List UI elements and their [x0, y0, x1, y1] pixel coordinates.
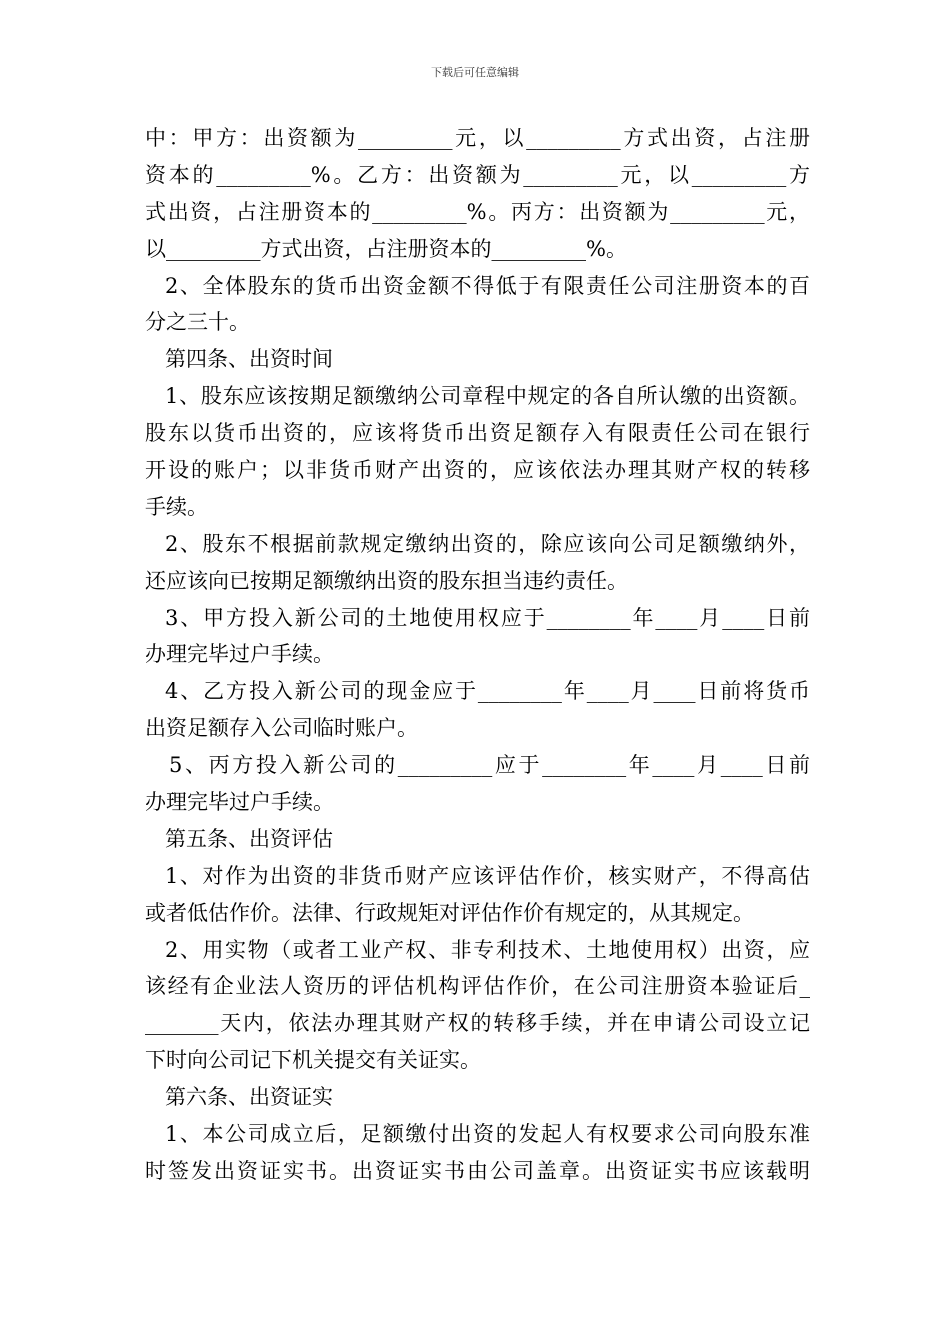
text-line: 第五条、出资评估 — [165, 826, 333, 851]
text-line: 中：甲方：出资额为_________元，以_________方式出资，占注册 — [145, 126, 810, 150]
text-line: 开设的账户；以非货币财产出资的，应该依法办理其财产权的转移 — [145, 458, 810, 483]
text-line: 2、股东不根据前款规定缴纳出资的，除应该向公司足额缴纳外， — [165, 531, 810, 556]
text-line: 该经有企业法人资历的评估机构评估作价，在公司注册资本验证后_ — [145, 974, 810, 999]
text-line: 1、对作为出资的非货币财产应该评估作价，核实财产，不得高估 — [165, 863, 810, 888]
text-line: 资本的_________%。乙方：出资额为_________元，以_________方 — [145, 162, 810, 187]
text-line: 股东以货币出资的，应该将货币出资足额存入有限责任公司在银行 — [145, 421, 810, 446]
text-line: _______天内，依法办理其财产权的转移手续，并在申请公司设立记 — [145, 1011, 810, 1036]
text-line: 第六条、出资证实 — [165, 1085, 333, 1110]
text-line: 1、本公司成立后，足额缴付出资的发起人有权要求公司向股东准 — [165, 1122, 810, 1147]
document-body — [145, 120, 810, 1190]
text-line: 办理完毕过户手续。 — [145, 790, 334, 815]
text-line: 2、全体股东的货币出资金额不得低于有限责任公司注册资本的百 — [165, 273, 810, 298]
text-line: 时签发出资证实书。出资证实书由公司盖章。出资证实书应该载明 — [145, 1158, 810, 1183]
text-line: 还应该向已按期足额缴纳出资的股东担当违约责任。 — [145, 568, 628, 593]
text-line: 3、甲方投入新公司的土地使用权应于________年____月____日前 — [165, 605, 810, 630]
text-line: 分之三十。 — [145, 310, 250, 335]
text-line: 4、乙方投入新公司的现金应于________年____月____日前将货币 — [165, 679, 810, 704]
text-line: 式出资，占注册资本的_________%。丙方：出资额为_________元， — [145, 199, 810, 224]
text-line: 2、用实物（或者工业产权、非专利技术、土地使用权）出资，应 — [165, 937, 810, 962]
text-line: 办理完毕过户手续。 — [145, 642, 334, 667]
text-line: 出资足额存入公司临时账户。 — [145, 716, 418, 741]
text-line: 下时向公司记下机关提交有关证实。 — [145, 1048, 481, 1073]
text-line: 以_________方式出资，占注册资本的_________%。 — [145, 236, 627, 261]
text-line: 1、股东应该按期足额缴纳公司章程中规定的各自所认缴的出资额。 — [165, 384, 810, 409]
text-line: 5、丙方投入新公司的_________应于________年____月____日前 — [169, 753, 810, 778]
text-line: 第四条、出资时间 — [165, 347, 333, 372]
text-line: 手续。 — [145, 494, 208, 519]
text-line: 或者低估作价。法律、行政规矩对评估作价有规定的，从其规定。 — [145, 900, 754, 925]
page-header: 下载后可任意编辑 — [431, 66, 519, 79]
